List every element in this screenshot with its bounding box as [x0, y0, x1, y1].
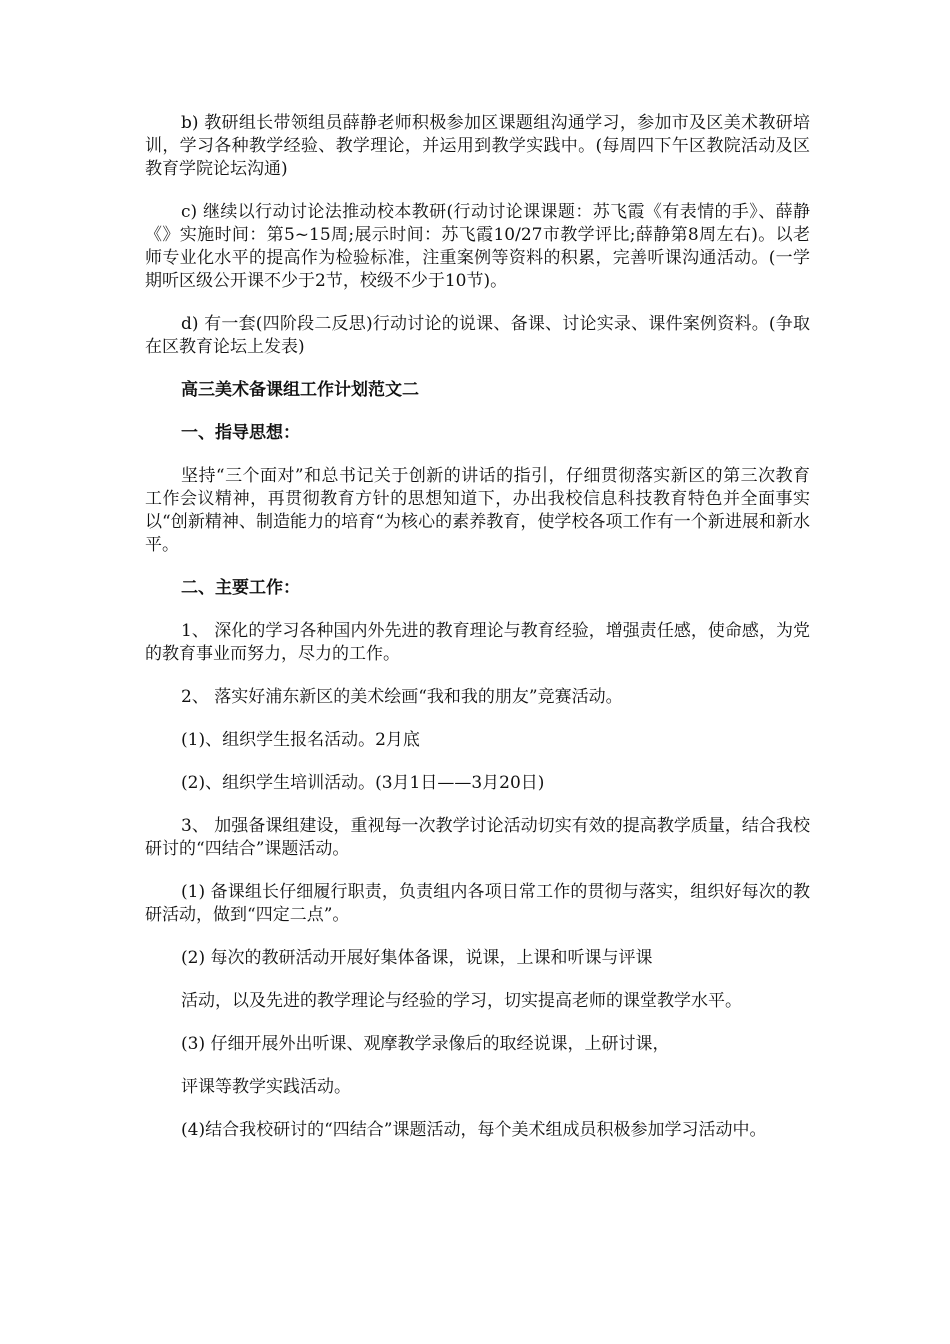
spacer: [145, 557, 810, 577]
spacer: [145, 402, 810, 422]
paragraph-item-2-2: (2)、组织学生培训活动。(3月1日——3月20日): [181, 773, 545, 793]
paragraph-item-3: 3、 加强备课组建设，重视每一次教学讨论活动切实有效的提高教学质量，结合我校研讨的“四结合”课题活动。: [145, 816, 810, 859]
section-title: 高三美术备课组工作计划范文二: [181, 380, 419, 400]
paragraph-b: b) 教研组长带领组员薛静老师积极参加区课题组沟通学习，参加市及区美术教研培训，学习各种教学经验、教学理论，并运用到教学实践中。(每周四下午区教院活动及区教育学院论坛沟通): [145, 113, 810, 179]
spacer: [145, 359, 810, 379]
spacer: [145, 600, 810, 620]
spacer: [145, 1013, 810, 1033]
paragraph-item-3-2: (2) 每次的教研活动开展好集体备课，说课，上课和听课与评课: [181, 948, 653, 968]
paragraph-c: c) 继续以行动讨论法推动校本教研(行动讨论课课题：苏飞霞《有表情的手》、薛静《》实施时间：第5~15周;展示时间：苏飞霞10/27市教学评比;薛静第8周左右)。以老师专业化水平的提高作为检验标准，注重案例等资料的积累，完善听课沟通活动。(一学期听区级公开课不少于2节，校级不少于10节)。: [145, 202, 810, 291]
paragraph-item-3-2-cont: 活动，以及先进的教学理论与经验的学习，切实提高老师的课堂教学水平。: [181, 991, 742, 1011]
paragraph-item-2: 2、 落实好浦东新区的美术绘画“我和我的朋友”竞赛活动。: [181, 687, 623, 707]
spacer: [145, 927, 810, 947]
spacer: [145, 293, 810, 313]
spacer: [145, 970, 810, 990]
spacer: [145, 1099, 810, 1119]
spacer: [145, 445, 810, 465]
paragraph-item-1: 1、 深化的学习各种国内外先进的教育理论与教育经验，增强责任感，使命感，为党的教育事业而努力，尽力的工作。: [145, 621, 810, 664]
paragraph-item-2-1: (1)、组织学生报名活动。2月底: [181, 730, 420, 750]
spacer: [145, 861, 810, 881]
paragraph-d: d) 有一套(四阶段二反思)行动讨论的说课、备课、讨论实录、课件案例资料。(争取在区教育论坛上发表): [145, 314, 810, 357]
paragraph-guiding-thought: 坚持“三个面对”和总书记关于创新的讲话的指引，仔细贯彻落实新区的第三次教育工作会议精神，再贯彻教育方针的思想知道下，办出我校信息科技教育特色并全面事实以“创新精神、制造能力的培育“为核心的素养教育，使学校各项工作有一个新进展和新水平。: [145, 466, 810, 555]
spacer: [145, 181, 810, 201]
heading-guiding-thought: 一、指导思想：: [181, 423, 300, 443]
paragraph-item-3-3-cont: 评课等教学实践活动。: [181, 1077, 351, 1097]
heading-main-work: 二、主要工作：: [181, 578, 300, 598]
spacer: [145, 1056, 810, 1076]
spacer: [145, 666, 810, 686]
paragraph-item-3-3: (3) 仔细开展外出听课、观摩教学录像后的取经说课，上研讨课，: [181, 1034, 670, 1054]
spacer: [145, 752, 810, 772]
document-page: [145, 112, 810, 1142]
spacer: [145, 795, 810, 815]
spacer: [145, 709, 810, 729]
paragraph-item-3-1: (1) 备课组长仔细履行职责，负责组内各项日常工作的贯彻与落实，组织好每次的教研活动，做到“四定二点”。: [145, 882, 810, 925]
paragraph-item-3-4: (4)结合我校研讨的“四结合”课题活动，每个美术组成员积极参加学习活动中。: [181, 1120, 767, 1140]
